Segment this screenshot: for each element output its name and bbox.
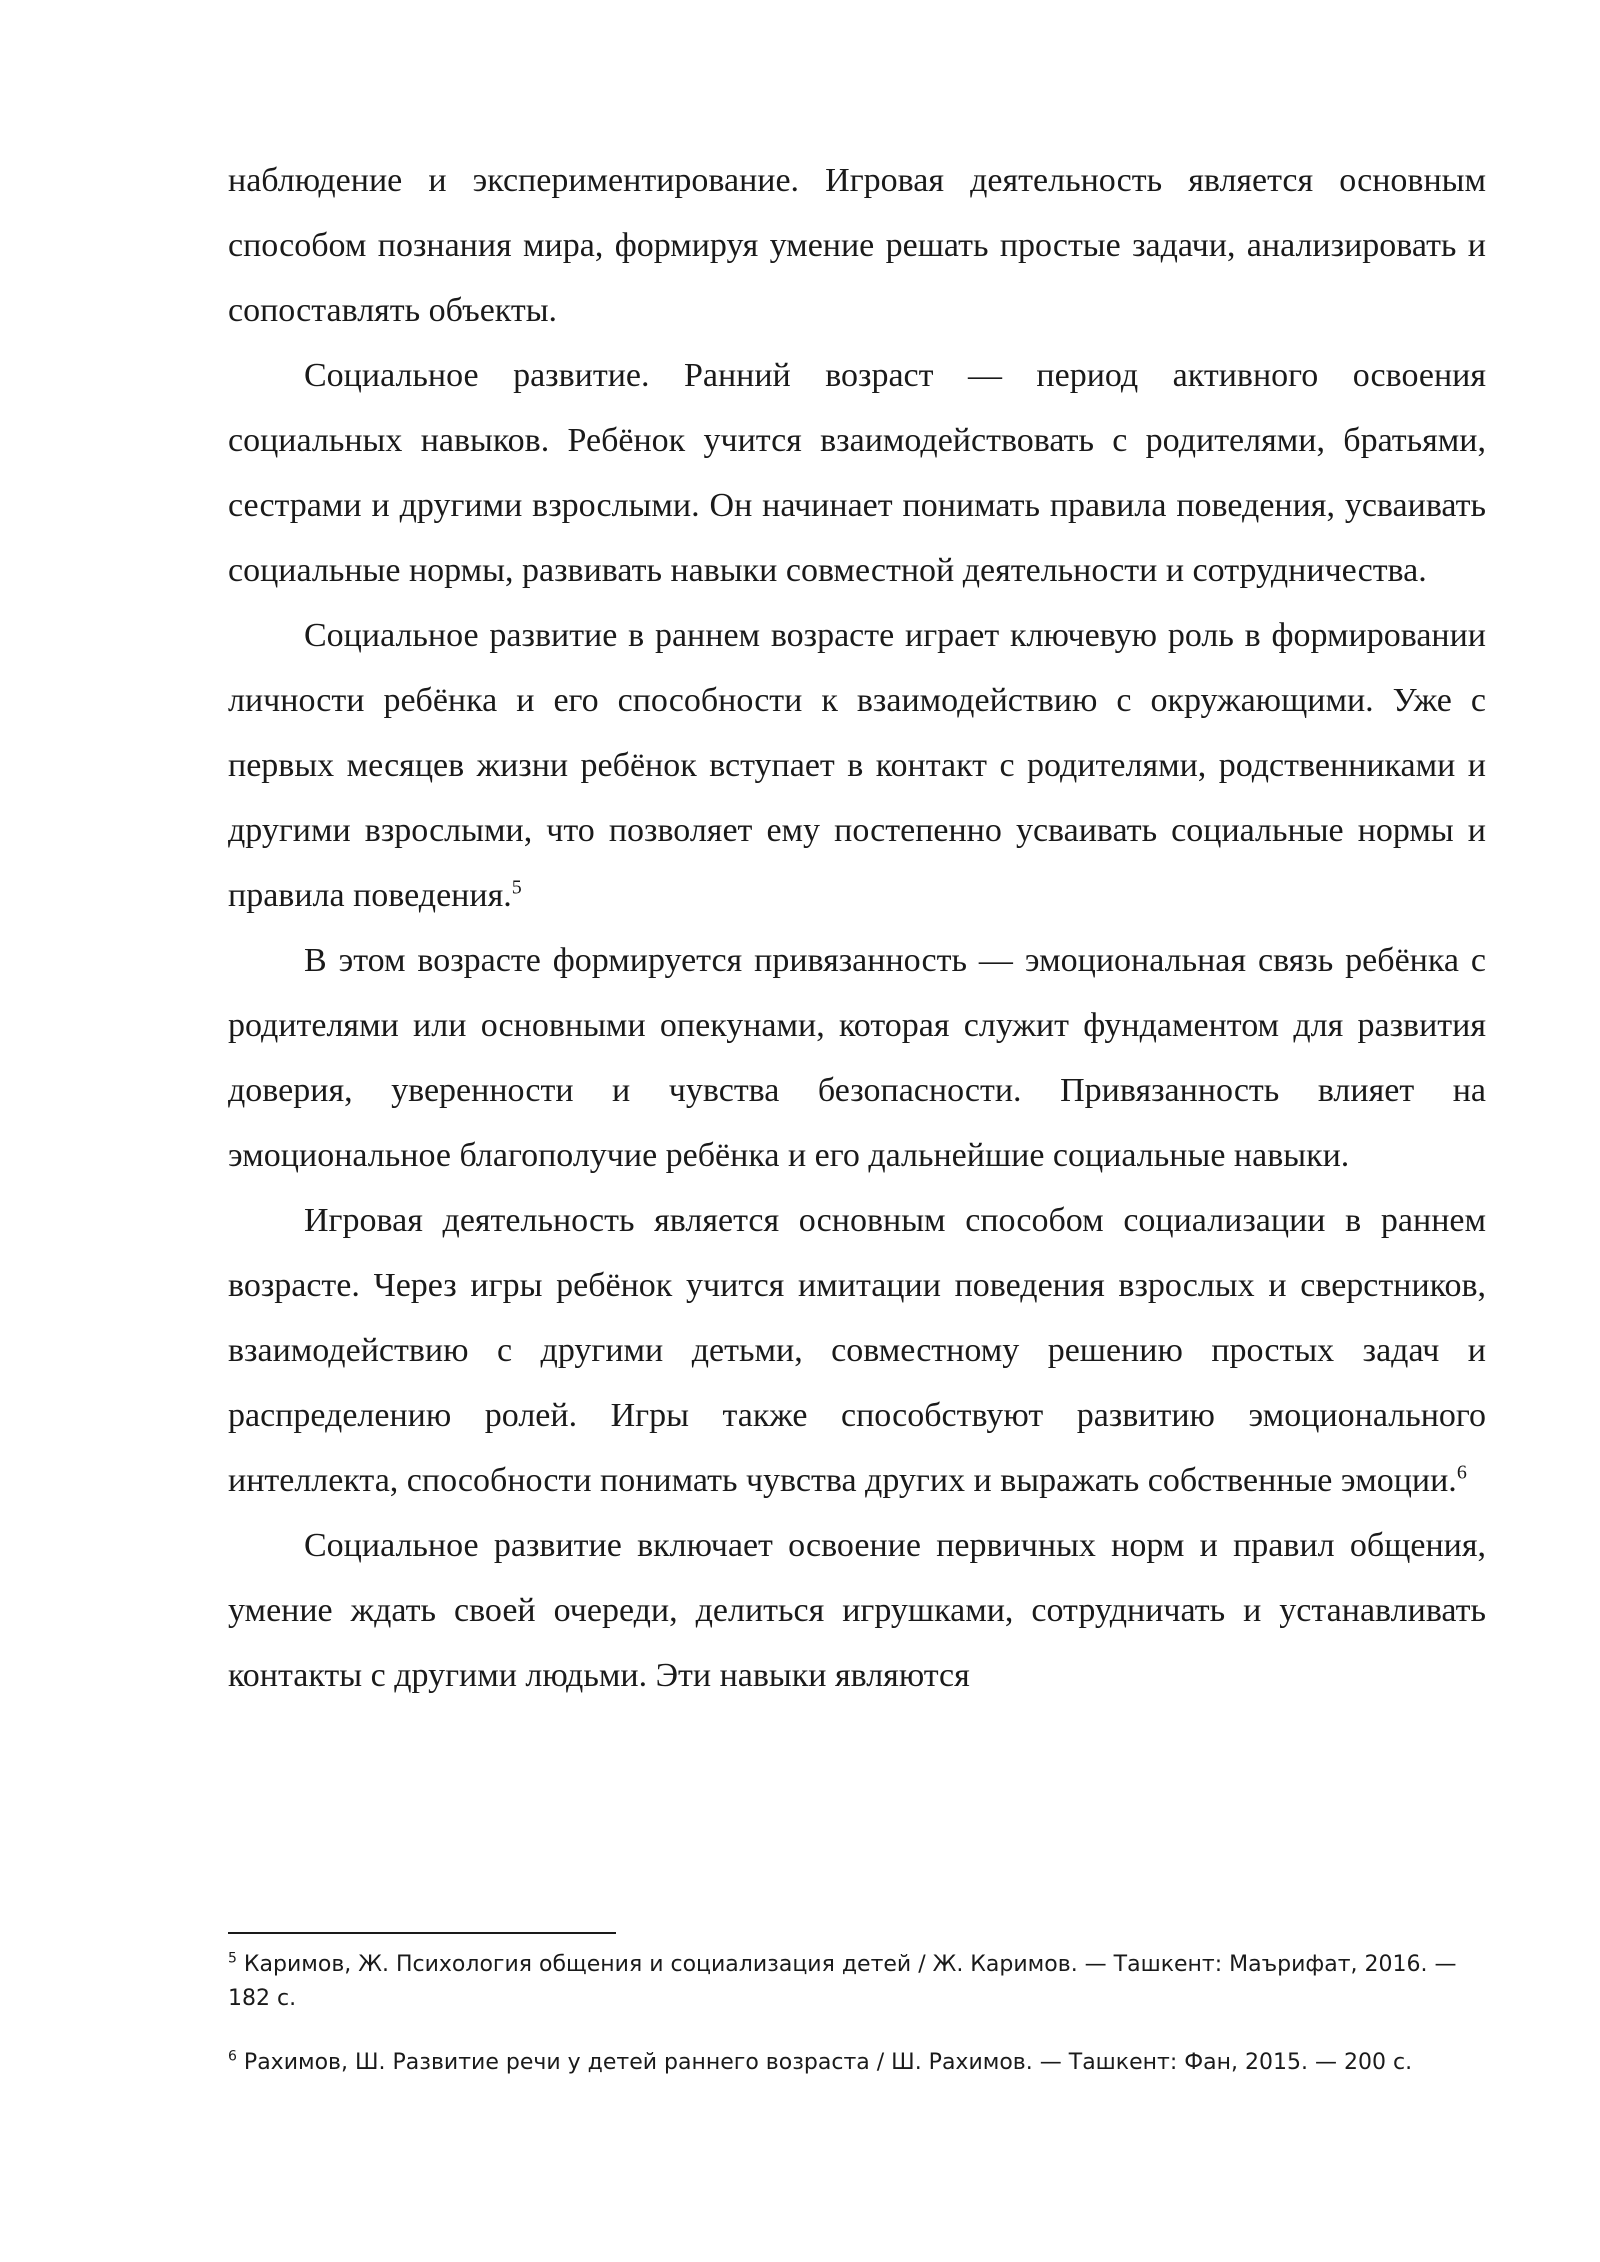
paragraph-text: Игровая деятельность является основным способом социализации в раннем возрасте. Через игры ребёнок учится имитации поведения взрослых и сверстников, взаимодействию с другими детьми, совместному решению простых задач и распределению ролей. Игры также способствуют развитию эмоционального интеллекта, способности понимать чувства других и выражать собственные эмоции. (228, 1202, 1486, 1499)
paragraph (228, 343, 1486, 603)
paragraph-continuation (228, 148, 1486, 343)
paragraph (228, 928, 1486, 1188)
footnote-reference[interactable]: 6 (1456, 1461, 1467, 1484)
paragraph (228, 603, 1486, 928)
paragraph-text: Социальное развитие в раннем возрасте играет ключевую роль в формировании личности ребёнка и его способности к взаимодействию с окружающими. Уже с первых месяцев жизни ребёнок вступает в контакт с родителями, родственниками и другими взрослыми, что позволяет ему постепенно усваивать социальные нормы и правила поведения. (228, 617, 1486, 914)
footnote-text: Рахимов, Ш. Развитие речи у детей раннего возраста / Ш. Рахимов. — Ташкент: Фан, 2015. — 200 с. (243, 2050, 1413, 2075)
footnote (228, 1948, 1486, 2016)
footnote-number: 6 (228, 2048, 237, 2065)
paragraph-text: Социальное развитие. Ранний возраст — период активного освоения социальных навыков. Ребёнок учится взаимодействовать с родителями, братьями, сестрами и другими взрослыми. Он начинает понимать правила поведения, усваивать социальные нормы, развивать навыки совместной деятельности и сотрудничества. (228, 357, 1486, 589)
footnote (228, 2046, 1486, 2080)
paragraph-text: наблюдение и экспериментирование. Игровая деятельность является основным способом познания мира, формируя умение решать простые задачи, анализировать и сопоставлять объекты. (228, 162, 1486, 329)
paragraph-text: Социальное развитие включает освоение первичных норм и правил общения, умение ждать своей очереди, делиться игрушками, сотрудничать и устанавливать контакты с другими людьми. Эти навыки являются (228, 1527, 1486, 1694)
footnote-separator (228, 1932, 616, 1934)
paragraph-text: В этом возрасте формируется привязанность — эмоциональная связь ребёнка с родителями или основными опекунами, которая служит фундаментом для развития доверия, уверенности и чувства безопасности. Привязанность влияет на эмоциональное благополучие ребёнка и его дальнейшие социальные навыки. (228, 942, 1486, 1174)
paragraph (228, 1188, 1486, 1513)
main-text (228, 148, 1486, 1708)
footnotes (228, 1948, 1486, 2110)
footnote-text: Каримов, Ж. Психология общения и социализация детей / Ж. Каримов. — Ташкент: Маърифат, 2016. — 182 с. (228, 1952, 1457, 2011)
footnote-reference[interactable]: 5 (511, 876, 522, 899)
footnote-number: 5 (228, 1950, 237, 1967)
paragraph (228, 1513, 1486, 1708)
